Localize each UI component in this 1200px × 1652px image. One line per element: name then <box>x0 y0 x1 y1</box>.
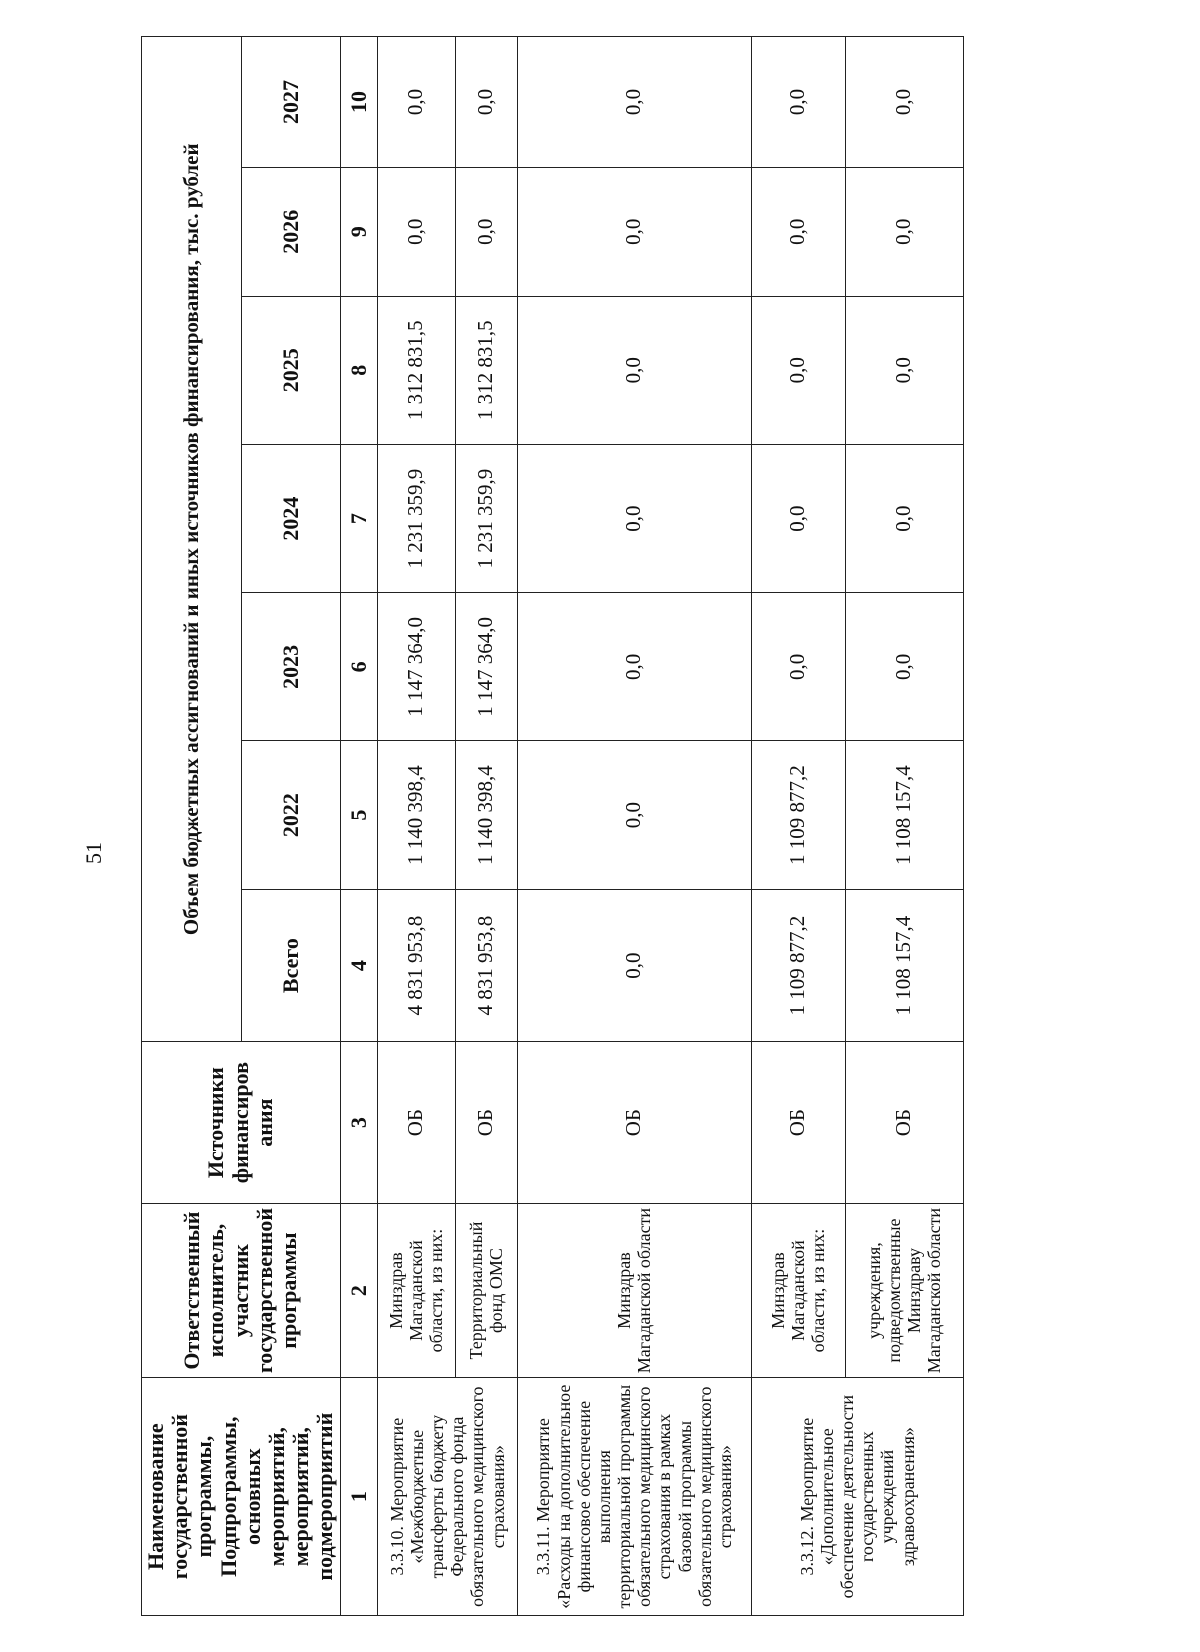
cell-2025: 0,0 <box>845 296 963 444</box>
cell-2022: 1 109 877,2 <box>751 741 845 889</box>
cell-2024: 1 231 359,9 <box>455 444 517 592</box>
header-year-2027: 2027 <box>242 37 340 168</box>
cell-total: 1 108 157,4 <box>845 889 963 1042</box>
cell-2024: 0,0 <box>517 444 751 592</box>
cell-2024: 0,0 <box>845 444 963 592</box>
cell-total: 1 109 877,2 <box>751 889 845 1042</box>
header-year-2026: 2026 <box>242 167 340 296</box>
cell-total: 4 831 953,8 <box>377 889 455 1042</box>
col-number: 3 <box>340 1042 377 1203</box>
header-year-total: Всего <box>242 889 340 1042</box>
cell-2025: 0,0 <box>751 296 845 444</box>
col-number: 10 <box>340 37 377 168</box>
cell-2023: 1 147 364,0 <box>455 593 517 741</box>
row-executor: учреждения, подведомственные Минздраву Магаданской области <box>845 1203 963 1377</box>
header-source: Источники финансиров ания <box>142 1042 341 1203</box>
col-number: 8 <box>340 296 377 444</box>
cell-2025: 1 312 831,5 <box>455 296 517 444</box>
table-stage <box>141 36 1141 1616</box>
row-name-3-3-11: 3.3.11. Мероприятие «Расходы на дополнительное финансовое обеспечение выполнения территориальной программы обязательного медицинского страхования в рамках базовой программы обязательного медицинского страхования» <box>517 1378 751 1616</box>
row-source: ОБ <box>845 1042 963 1203</box>
header-year-2022: 2022 <box>242 741 340 889</box>
cell-2022: 1 108 157,4 <box>845 741 963 889</box>
table-row <box>517 37 751 1616</box>
cell-total: 0,0 <box>517 889 751 1042</box>
header-year-2025: 2025 <box>242 296 340 444</box>
col-number: 4 <box>340 889 377 1042</box>
header-executor: Ответственный исполнитель, участник государственной программы <box>142 1203 341 1377</box>
page-number: 51 <box>81 842 106 864</box>
col-number: 2 <box>340 1203 377 1377</box>
cell-2027: 0,0 <box>751 37 845 168</box>
row-source: ОБ <box>455 1042 517 1203</box>
header-year-2023: 2023 <box>242 593 340 741</box>
row-executor: Территориальный фонд ОМС <box>455 1203 517 1377</box>
row-executor: Минздрав Магаданской области <box>517 1203 751 1377</box>
cell-2023: 0,0 <box>845 593 963 741</box>
rotated-table-wrapper <box>141 36 1141 1616</box>
table-row <box>377 37 455 1616</box>
column-number-row <box>340 37 377 1616</box>
col-number: 9 <box>340 167 377 296</box>
cell-2025: 0,0 <box>517 296 751 444</box>
cell-2027: 0,0 <box>455 37 517 168</box>
row-source: ОБ <box>517 1042 751 1203</box>
col-number: 1 <box>340 1378 377 1616</box>
header-name: Наименование государственной программы, Подпрограммы, основных мероприятий, мероприятий, подмероприятий <box>142 1378 341 1616</box>
cell-2024: 0,0 <box>751 444 845 592</box>
funding-table <box>141 36 964 1616</box>
cell-2023: 0,0 <box>751 593 845 741</box>
cell-2026: 0,0 <box>751 167 845 296</box>
cell-2026: 0,0 <box>517 167 751 296</box>
cell-2023: 0,0 <box>517 593 751 741</box>
cell-2022: 0,0 <box>517 741 751 889</box>
header-year-2024: 2024 <box>242 444 340 592</box>
cell-2026: 0,0 <box>377 167 455 296</box>
cell-2023: 1 147 364,0 <box>377 593 455 741</box>
cell-2026: 0,0 <box>455 167 517 296</box>
row-source: ОБ <box>751 1042 845 1203</box>
row-source: ОБ <box>377 1042 455 1203</box>
cell-2027: 0,0 <box>845 37 963 168</box>
cell-2027: 0,0 <box>377 37 455 168</box>
row-name-3-3-10: 3.3.10. Мероприятие «Межбюджетные трансферты бюджету Федерального фонда обязательного медицинского страхования» <box>377 1378 517 1616</box>
col-number: 5 <box>340 741 377 889</box>
cell-total: 4 831 953,8 <box>455 889 517 1042</box>
cell-2024: 1 231 359,9 <box>377 444 455 592</box>
col-number: 6 <box>340 593 377 741</box>
col-number: 7 <box>340 444 377 592</box>
row-executor: Минздрав Магаданской области, из них: <box>377 1203 455 1377</box>
row-executor: Минздрав Магаданской области, из них: <box>751 1203 845 1377</box>
cell-2026: 0,0 <box>845 167 963 296</box>
header-row-1 <box>142 37 242 1616</box>
header-funding-group: Объем бюджетных ассигнований и иных источников финансирования, тыс. рублей <box>142 37 242 1042</box>
cell-2025: 1 312 831,5 <box>377 296 455 444</box>
cell-2027: 0,0 <box>517 37 751 168</box>
cell-2022: 1 140 398,4 <box>455 741 517 889</box>
row-name-3-3-12: 3.3.12. Мероприятие «Дополнительное обеспечение деятельности государственных учреждений здравоохранения» <box>751 1378 963 1616</box>
cell-2022: 1 140 398,4 <box>377 741 455 889</box>
table-row <box>751 37 845 1616</box>
